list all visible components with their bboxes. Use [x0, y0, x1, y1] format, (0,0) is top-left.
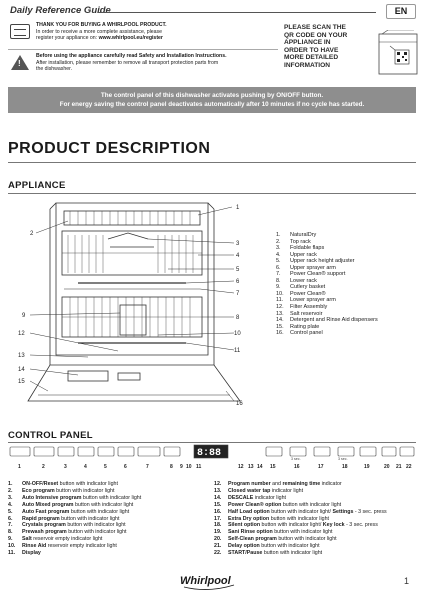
control-legend-item — [214, 529, 420, 536]
register-icon — [10, 24, 30, 39]
legend-label: Power Clean® — [290, 290, 326, 297]
control-legend-item — [8, 516, 208, 523]
control-legend-rest: indicator — [320, 481, 342, 487]
legend-number: 1. — [276, 232, 281, 238]
control-legend-rest: button with indicator light — [69, 508, 130, 515]
control-legend-bold: Key lock — [322, 522, 345, 529]
callout-15: 15 — [18, 379, 25, 385]
control-legend-rest: button with indicator light — [58, 481, 118, 487]
control-legend-bold: remaining time — [282, 481, 321, 487]
callout-13: 13 — [18, 353, 25, 359]
control-legend-item — [214, 550, 420, 557]
dishwasher-qr-illustration — [378, 30, 418, 76]
control-legend-bold: Power Clean® option — [228, 501, 282, 508]
button-number: 19 — [364, 464, 370, 470]
control-legend-bold: Delay option — [228, 543, 260, 550]
control-legend-number: 8. — [8, 529, 13, 536]
control-legend-text — [22, 536, 102, 543]
control-panel-diagram — [8, 444, 416, 470]
button-number: 8 — [170, 464, 173, 470]
control-legend-item — [214, 502, 420, 509]
control-legend-number: 14. — [214, 494, 222, 501]
auto-fast-button — [98, 447, 114, 456]
control-legend-bold: Extra Dry option — [228, 515, 270, 522]
button-number: 6 — [124, 464, 127, 470]
control-legend-bold: Auto Fast program — [22, 508, 70, 515]
control-legend-bold: Salt — [22, 536, 32, 543]
control-legend-item — [8, 481, 208, 488]
callout-10: 10 — [234, 331, 241, 337]
control-legend-text — [22, 543, 117, 550]
foldable-flaps — [108, 233, 148, 239]
control-legend-rest: button with indicator light — [66, 529, 127, 536]
control-legend-rest: and — [270, 481, 283, 487]
control-legend-item — [8, 536, 208, 543]
qr-line: QR CODE ON YOUR — [284, 31, 348, 39]
control-legend-number: 20. — [214, 536, 222, 543]
legend-number: 7. — [276, 271, 281, 278]
warning-line3: the dishwasher. — [36, 66, 73, 73]
callout-11: 11 — [234, 348, 241, 354]
appliance-legend — [276, 232, 418, 337]
control-legend-bold: Eco program — [22, 487, 55, 494]
section-divider — [8, 162, 416, 163]
button-number: 3 — [64, 464, 67, 470]
callout-12: 12 — [18, 331, 25, 337]
control-legend-rest: indicator light — [253, 494, 286, 501]
control-legend-number: 12. — [214, 481, 222, 487]
register-url-link[interactable]: www.whirlpool.eu/register — [98, 35, 163, 42]
control-legend-text — [22, 529, 127, 536]
control-legend-bold: DESCALE — [228, 494, 254, 501]
control-legend-item — [8, 502, 208, 509]
language-badge: EN — [386, 4, 416, 19]
legend-number: 6. — [276, 264, 281, 271]
control-legend-text — [228, 550, 322, 557]
control-legend-bold: START/Pause — [228, 550, 263, 557]
control-legend-bold: Half Load option — [228, 508, 270, 515]
svg-text:Whirlpool: Whirlpool — [180, 575, 231, 587]
button-number: 2 — [42, 464, 45, 470]
control-legend-rest: - 3 sec. press — [344, 522, 378, 529]
start-pause-button — [400, 447, 414, 456]
control-legend-rest: indicator light — [270, 487, 304, 494]
control-legend-rest: button with indicator light — [262, 550, 323, 557]
control-legend-item — [214, 522, 420, 529]
control-legend-number: 16. — [214, 508, 222, 515]
control-legend-rest: - 3 sec. press — [353, 508, 387, 515]
qr-line: APPLIANCE IN — [284, 39, 331, 47]
banner-line1: The control panel of this dishwasher activates pushing by ON/OFF button. — [100, 92, 324, 99]
intro-line3: register your appliance on: — [36, 35, 99, 42]
control-legend-bold: Auto Mixed program — [22, 501, 74, 508]
qr-line: PLEASE SCAN THE — [284, 24, 346, 31]
control-legend-number: 2. — [8, 487, 13, 494]
control-legend-number: 11. — [8, 550, 16, 557]
control-legend-item — [8, 543, 208, 550]
callout-3: 3 — [236, 241, 240, 247]
control-legend-rest: reservoir empty indicator light — [46, 543, 117, 550]
warning-icon: ! — [11, 55, 29, 70]
button-number: 4 — [84, 464, 87, 470]
qr-line: MORE DETAILED — [284, 54, 339, 62]
control-legend-rest: button with indicator light/ — [269, 508, 333, 515]
control-legend-number: 22. — [214, 550, 222, 557]
control-legend-text — [228, 522, 378, 529]
control-legend-rest: button with indicator light — [59, 515, 120, 522]
legend-label: Top rack — [290, 238, 311, 245]
warning-text — [36, 53, 278, 73]
intro-block — [8, 22, 278, 44]
legend-label: Detergent and Rinse Aid dispensers — [290, 317, 378, 324]
intro-text — [36, 22, 276, 42]
control-legend-text — [22, 550, 41, 557]
qr-instructions — [284, 24, 376, 70]
control-legend-item — [214, 488, 420, 495]
legend-label: Lower rack — [290, 277, 317, 284]
legend-label: Filter Assembly — [290, 304, 328, 311]
control-panel-info-banner — [8, 87, 416, 113]
control-legend-rest: button with indicator light — [65, 522, 126, 529]
warning-line1: Before using the appliance carefully read Safety and Installation Instructions. — [36, 53, 227, 59]
button-number: 12 — [238, 464, 244, 470]
callout-5: 5 — [236, 267, 240, 273]
legend-number: 12. — [276, 304, 284, 311]
button-number: 14 — [257, 464, 263, 470]
control-legend-text — [228, 529, 333, 536]
legend-number: 3. — [276, 245, 281, 252]
qr-line: ORDER TO HAVE — [284, 46, 339, 54]
legend-number: 2. — [276, 238, 281, 245]
callout-2: 2 — [30, 231, 34, 237]
button-number: 21 — [396, 464, 402, 470]
dishwasher-door — [28, 365, 240, 401]
banner-line2: For energy saving the control panel deactivates automatically after 10 minutes if no cycle has started. — [59, 101, 365, 108]
control-legend-item — [214, 516, 420, 523]
control-legend-number: 19. — [214, 529, 222, 536]
dishwasher-diagram — [8, 195, 263, 420]
callout-8: 8 — [236, 315, 240, 321]
button-number: 16 — [294, 464, 300, 470]
control-legend-text — [228, 509, 387, 516]
control-legend-number: 1. — [8, 481, 13, 487]
legend-number: 9. — [276, 284, 281, 291]
control-panel-legend-right — [214, 481, 420, 557]
control-legend-number: 9. — [8, 536, 13, 543]
control-legend-bold: ON-OFF/Reset — [22, 481, 59, 487]
delay-button — [382, 447, 396, 456]
appliance-title: APPLIANCE — [8, 180, 66, 191]
button-number: 17 — [318, 464, 324, 470]
legend-number: 8. — [276, 277, 281, 284]
control-legend-text — [228, 543, 320, 550]
whirlpool-logo — [178, 571, 248, 591]
callout-16: 16 — [236, 401, 243, 407]
hold-label: 3 sec. — [291, 457, 301, 461]
callout-14: 14 — [18, 367, 25, 373]
control-legend-item — [214, 536, 420, 543]
intro-heading: THANK YOU FOR BUYING A WHIRLPOOL PRODUCT. — [36, 22, 167, 28]
section-divider — [8, 193, 416, 194]
control-legend-bold: Rinse Aid — [22, 543, 47, 550]
control-legend-item — [214, 509, 420, 516]
half-load-button — [290, 447, 306, 456]
button-number: 5 — [104, 464, 107, 470]
eco-button — [34, 447, 54, 456]
legend-label: Rating plate — [290, 323, 320, 330]
control-legend-text — [22, 481, 118, 488]
legend-label: Upper rack height adjuster — [290, 258, 355, 265]
control-legend-text — [22, 495, 141, 502]
legend-label: NaturalDry — [290, 232, 317, 238]
control-legend-bold: Closed water tap — [228, 487, 271, 494]
control-legend-bold: Sani Rinse option — [228, 529, 273, 536]
control-legend-number: 17. — [214, 515, 222, 522]
control-legend-rest: button with indicator light — [73, 501, 134, 508]
control-legend-text — [228, 536, 337, 543]
control-panel-legend-left — [8, 481, 208, 557]
page-number: 1 — [403, 576, 409, 586]
legend-label: Foldable flaps — [290, 245, 325, 252]
power-clean-button — [266, 447, 282, 456]
control-legend-rest: button with indicator light — [281, 501, 342, 508]
legend-label: Control panel — [290, 330, 323, 337]
control-legend-item — [8, 550, 208, 557]
button-number: 15 — [270, 464, 276, 470]
button-number: 7 — [146, 464, 149, 470]
control-legend-bold: Rapid program — [22, 515, 60, 522]
control-legend-text — [228, 481, 342, 488]
legend-label: Cutlery basket — [290, 284, 326, 291]
callout-1: 1 — [236, 205, 240, 211]
legend-number: 11. — [276, 297, 284, 304]
control-legend-number: 6. — [8, 515, 13, 522]
control-legend-number: 3. — [8, 494, 13, 501]
control-legend-number: 15. — [214, 501, 222, 508]
control-legend-bold: Crystals program — [22, 522, 66, 529]
legend-number: 5. — [276, 258, 281, 265]
control-legend-bold: Prewash program — [22, 529, 67, 536]
control-legend-bold: Display — [22, 550, 41, 557]
control-legend-text — [228, 516, 329, 523]
control-legend-number: 21. — [214, 543, 222, 550]
control-legend-text — [22, 509, 129, 516]
control-legend-item — [214, 543, 420, 550]
control-legend-bold: Silent option — [228, 522, 261, 529]
section-divider — [8, 442, 416, 443]
button-number: 13 — [248, 464, 254, 470]
control-legend-bold: Settings — [332, 508, 354, 515]
legend-label: Power Clean® support — [290, 271, 346, 278]
control-legend-item — [8, 495, 208, 502]
extra-dry-button — [314, 447, 330, 456]
callout-4: 4 — [236, 253, 240, 259]
control-legend-rest: button with indicator light — [276, 536, 337, 543]
legend-label: Upper sprayer arm — [290, 264, 336, 271]
qr-block — [282, 22, 418, 78]
control-legend-item — [8, 522, 208, 529]
control-legend-number: 10. — [8, 543, 16, 550]
button-number: 18 — [342, 464, 348, 470]
auto-mixed-button — [78, 447, 94, 456]
auto-intensive-button — [58, 447, 74, 456]
silent-button — [338, 447, 354, 456]
control-legend-bold: Auto Intensive program — [22, 494, 82, 501]
legend-number: 13. — [276, 310, 284, 317]
legend-label: Lower sprayer arm — [290, 297, 336, 304]
rapid-button — [118, 447, 134, 456]
button-number: 11 — [196, 464, 202, 470]
control-panel-title: CONTROL PANEL — [8, 430, 93, 441]
control-legend-number: 4. — [8, 501, 13, 508]
legend-number: 10. — [276, 290, 284, 297]
control-legend-item — [214, 495, 420, 502]
legend-number: 4. — [276, 251, 281, 258]
control-legend-rest: button with indicator light — [269, 515, 329, 522]
control-legend-text — [22, 522, 126, 529]
control-legend-number: 7. — [8, 522, 13, 529]
control-legend-number: 18. — [214, 522, 222, 529]
on-off-button — [10, 447, 30, 456]
sani-rinse-button — [360, 447, 376, 456]
legend-number: 16. — [276, 330, 284, 337]
hold-label: 3 sec. — [338, 457, 348, 461]
control-legend-text — [22, 488, 114, 495]
legend-number: 15. — [276, 323, 284, 330]
qr-line: INFORMATION — [284, 61, 331, 69]
legend-item — [276, 330, 418, 337]
callout-9: 9 — [22, 313, 26, 319]
legend-number: 14. — [276, 317, 284, 324]
warning-line2: After installation, please remember to remove all transport protection parts from — [36, 59, 219, 66]
control-legend-item — [8, 488, 208, 495]
legend-label: Upper rack — [290, 251, 317, 258]
detergent-dispenser — [68, 371, 108, 381]
callout-7: 7 — [236, 291, 240, 297]
button-number: 10 — [186, 464, 192, 470]
control-legend-number: 5. — [8, 508, 13, 515]
control-legend-number: 13. — [214, 487, 222, 494]
dishwasher-body — [56, 203, 208, 355]
button-number: 9 — [180, 464, 183, 470]
legend-label: Salt reservoir — [290, 310, 323, 317]
header-bar — [8, 4, 416, 20]
control-legend-rest: button with indicator light/ — [260, 522, 323, 529]
safety-warning — [8, 49, 278, 75]
control-legend-rest: reservoir empty indicator light — [31, 536, 103, 543]
control-legend-rest: button with indicator light — [81, 494, 142, 501]
document-title: Daily Reference Guide — [10, 5, 111, 16]
control-legend-text — [22, 502, 133, 509]
control-legend-item — [214, 481, 420, 488]
control-legend-text — [22, 516, 119, 523]
display-digits: 8:88 — [197, 448, 222, 459]
control-legend-rest: button with indicator light — [54, 487, 115, 494]
button-number: 1 — [18, 464, 21, 470]
button-number: 20 — [384, 464, 390, 470]
control-legend-rest: button with indicator light — [272, 529, 333, 536]
control-legend-bold: Self-Clean program — [228, 536, 277, 543]
control-legend-text — [228, 495, 286, 502]
prewash-button — [164, 447, 180, 456]
crystals-button — [138, 447, 160, 456]
control-legend-rest: button with indicator light — [259, 543, 320, 550]
button-number: 22 — [406, 464, 412, 470]
control-legend-item — [8, 529, 208, 536]
header-divider — [98, 12, 376, 13]
control-legend-bold: Program number — [228, 481, 271, 487]
top-rack — [64, 211, 200, 225]
product-description-title: PRODUCT DESCRIPTION — [8, 140, 211, 157]
control-legend-item — [8, 509, 208, 516]
callout-6: 6 — [236, 279, 240, 285]
control-legend-text — [228, 502, 341, 509]
control-legend-text — [228, 488, 303, 495]
intro-line2: In order to receive a more complete assistance, please — [36, 28, 163, 35]
